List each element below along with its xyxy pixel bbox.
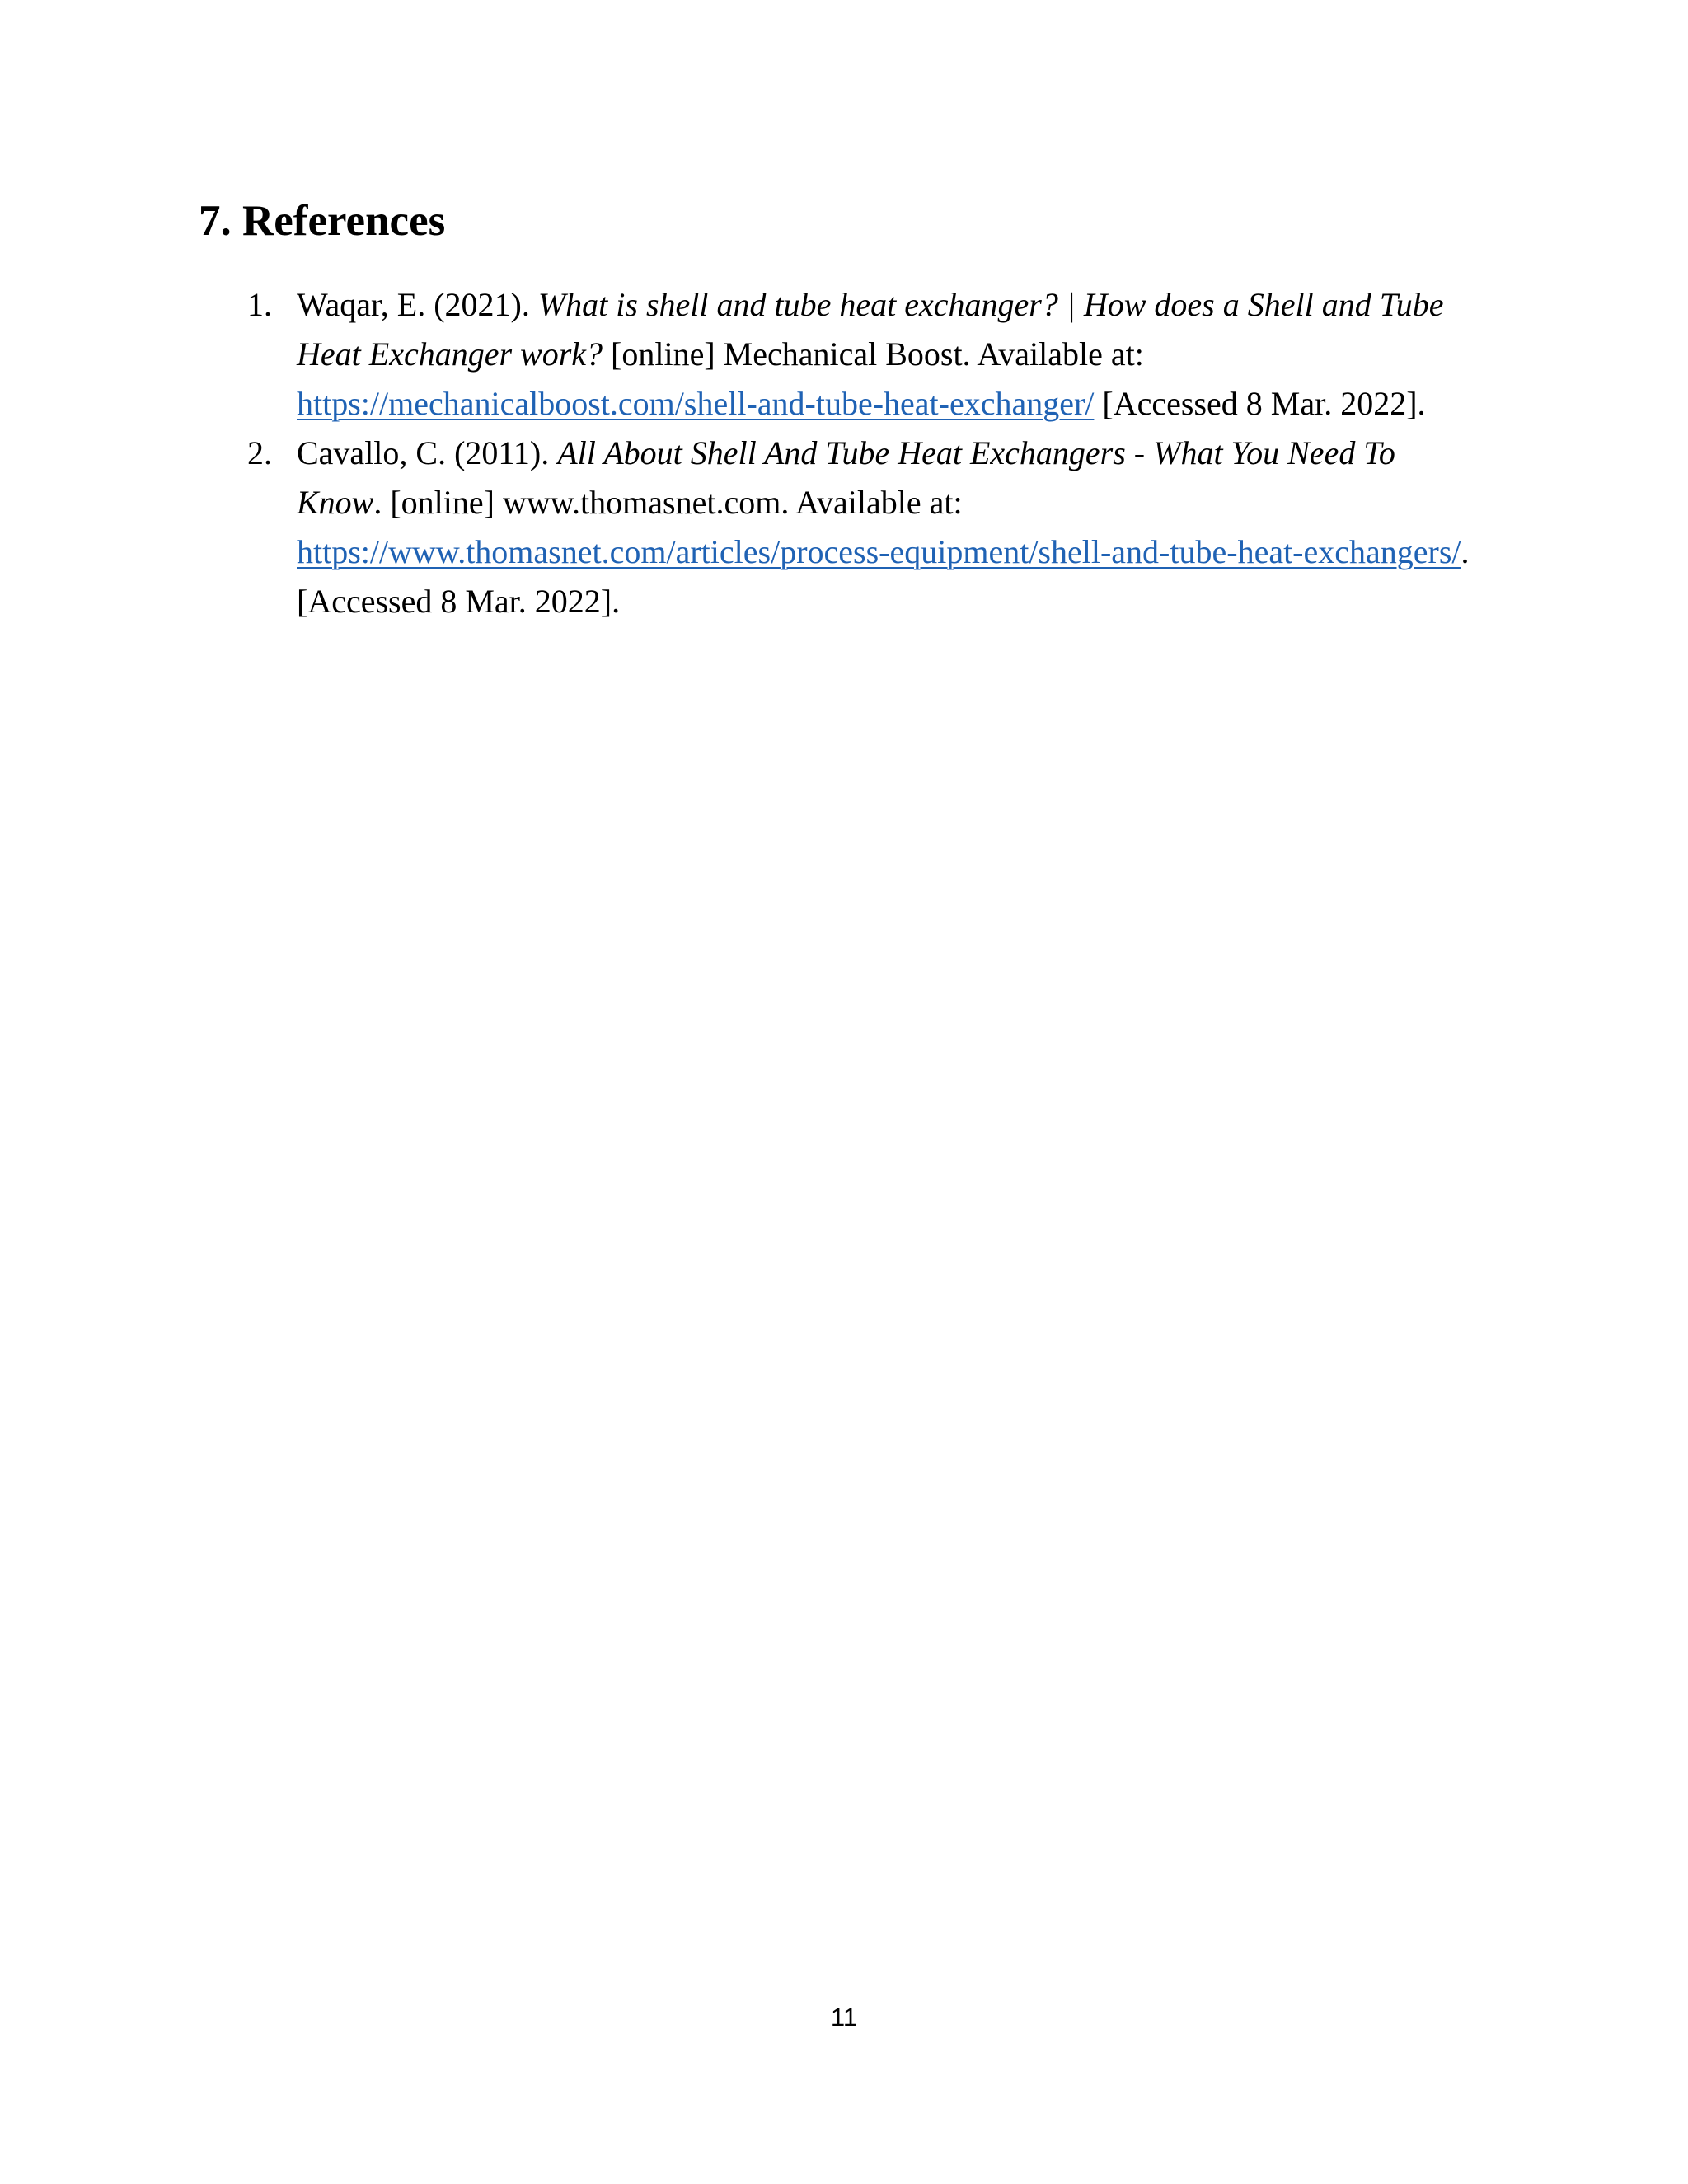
- reference-line: [297, 429, 1500, 478]
- reference-title: What is shell and tube heat exchanger? | How does a Shell and Tube: [537, 286, 1444, 323]
- reference-item: [247, 429, 1500, 626]
- reference-url-link[interactable]: https://mechanicalboost.com/shell-and-tube-heat-exchanger/: [297, 385, 1095, 422]
- reference-accessed: [Accessed 8 Mar. 2022].: [297, 583, 621, 620]
- reference-item: [247, 280, 1500, 429]
- reference-line: [297, 330, 1500, 379]
- reference-number: 2.: [247, 434, 272, 471]
- page-number: 11: [830, 2003, 858, 2032]
- reference-line: [297, 577, 1500, 626]
- section-heading: 7. References: [199, 197, 446, 245]
- reference-source: . [online] www.thomasnet.com. Available at:: [373, 484, 963, 521]
- reference-author-year: Waqar, E. (2021).: [297, 286, 538, 323]
- reference-accessed: [Accessed 8 Mar. 2022].: [1094, 385, 1426, 422]
- reference-author-year: Cavallo, C. (2011).: [297, 434, 558, 471]
- reference-line: [297, 527, 1500, 577]
- reference-source: [online] Mechanical Boost. Available at:: [603, 335, 1144, 373]
- reference-line: [297, 379, 1500, 429]
- reference-url-link[interactable]: https://www.thomasnet.com/articles/process-equipment/shell-and-tube-heat-exchangers/: [297, 533, 1461, 570]
- reference-number: 1.: [247, 286, 272, 323]
- reference-title: All About Shell And Tube Heat Exchangers - What You Need To: [557, 434, 1395, 471]
- reference-list: [247, 280, 1500, 626]
- reference-line: [297, 478, 1500, 527]
- reference-title: Heat Exchanger work?: [297, 335, 603, 373]
- reference-title: Know: [297, 484, 374, 521]
- reference-punctuation: .: [1461, 533, 1470, 570]
- reference-line: [297, 280, 1500, 330]
